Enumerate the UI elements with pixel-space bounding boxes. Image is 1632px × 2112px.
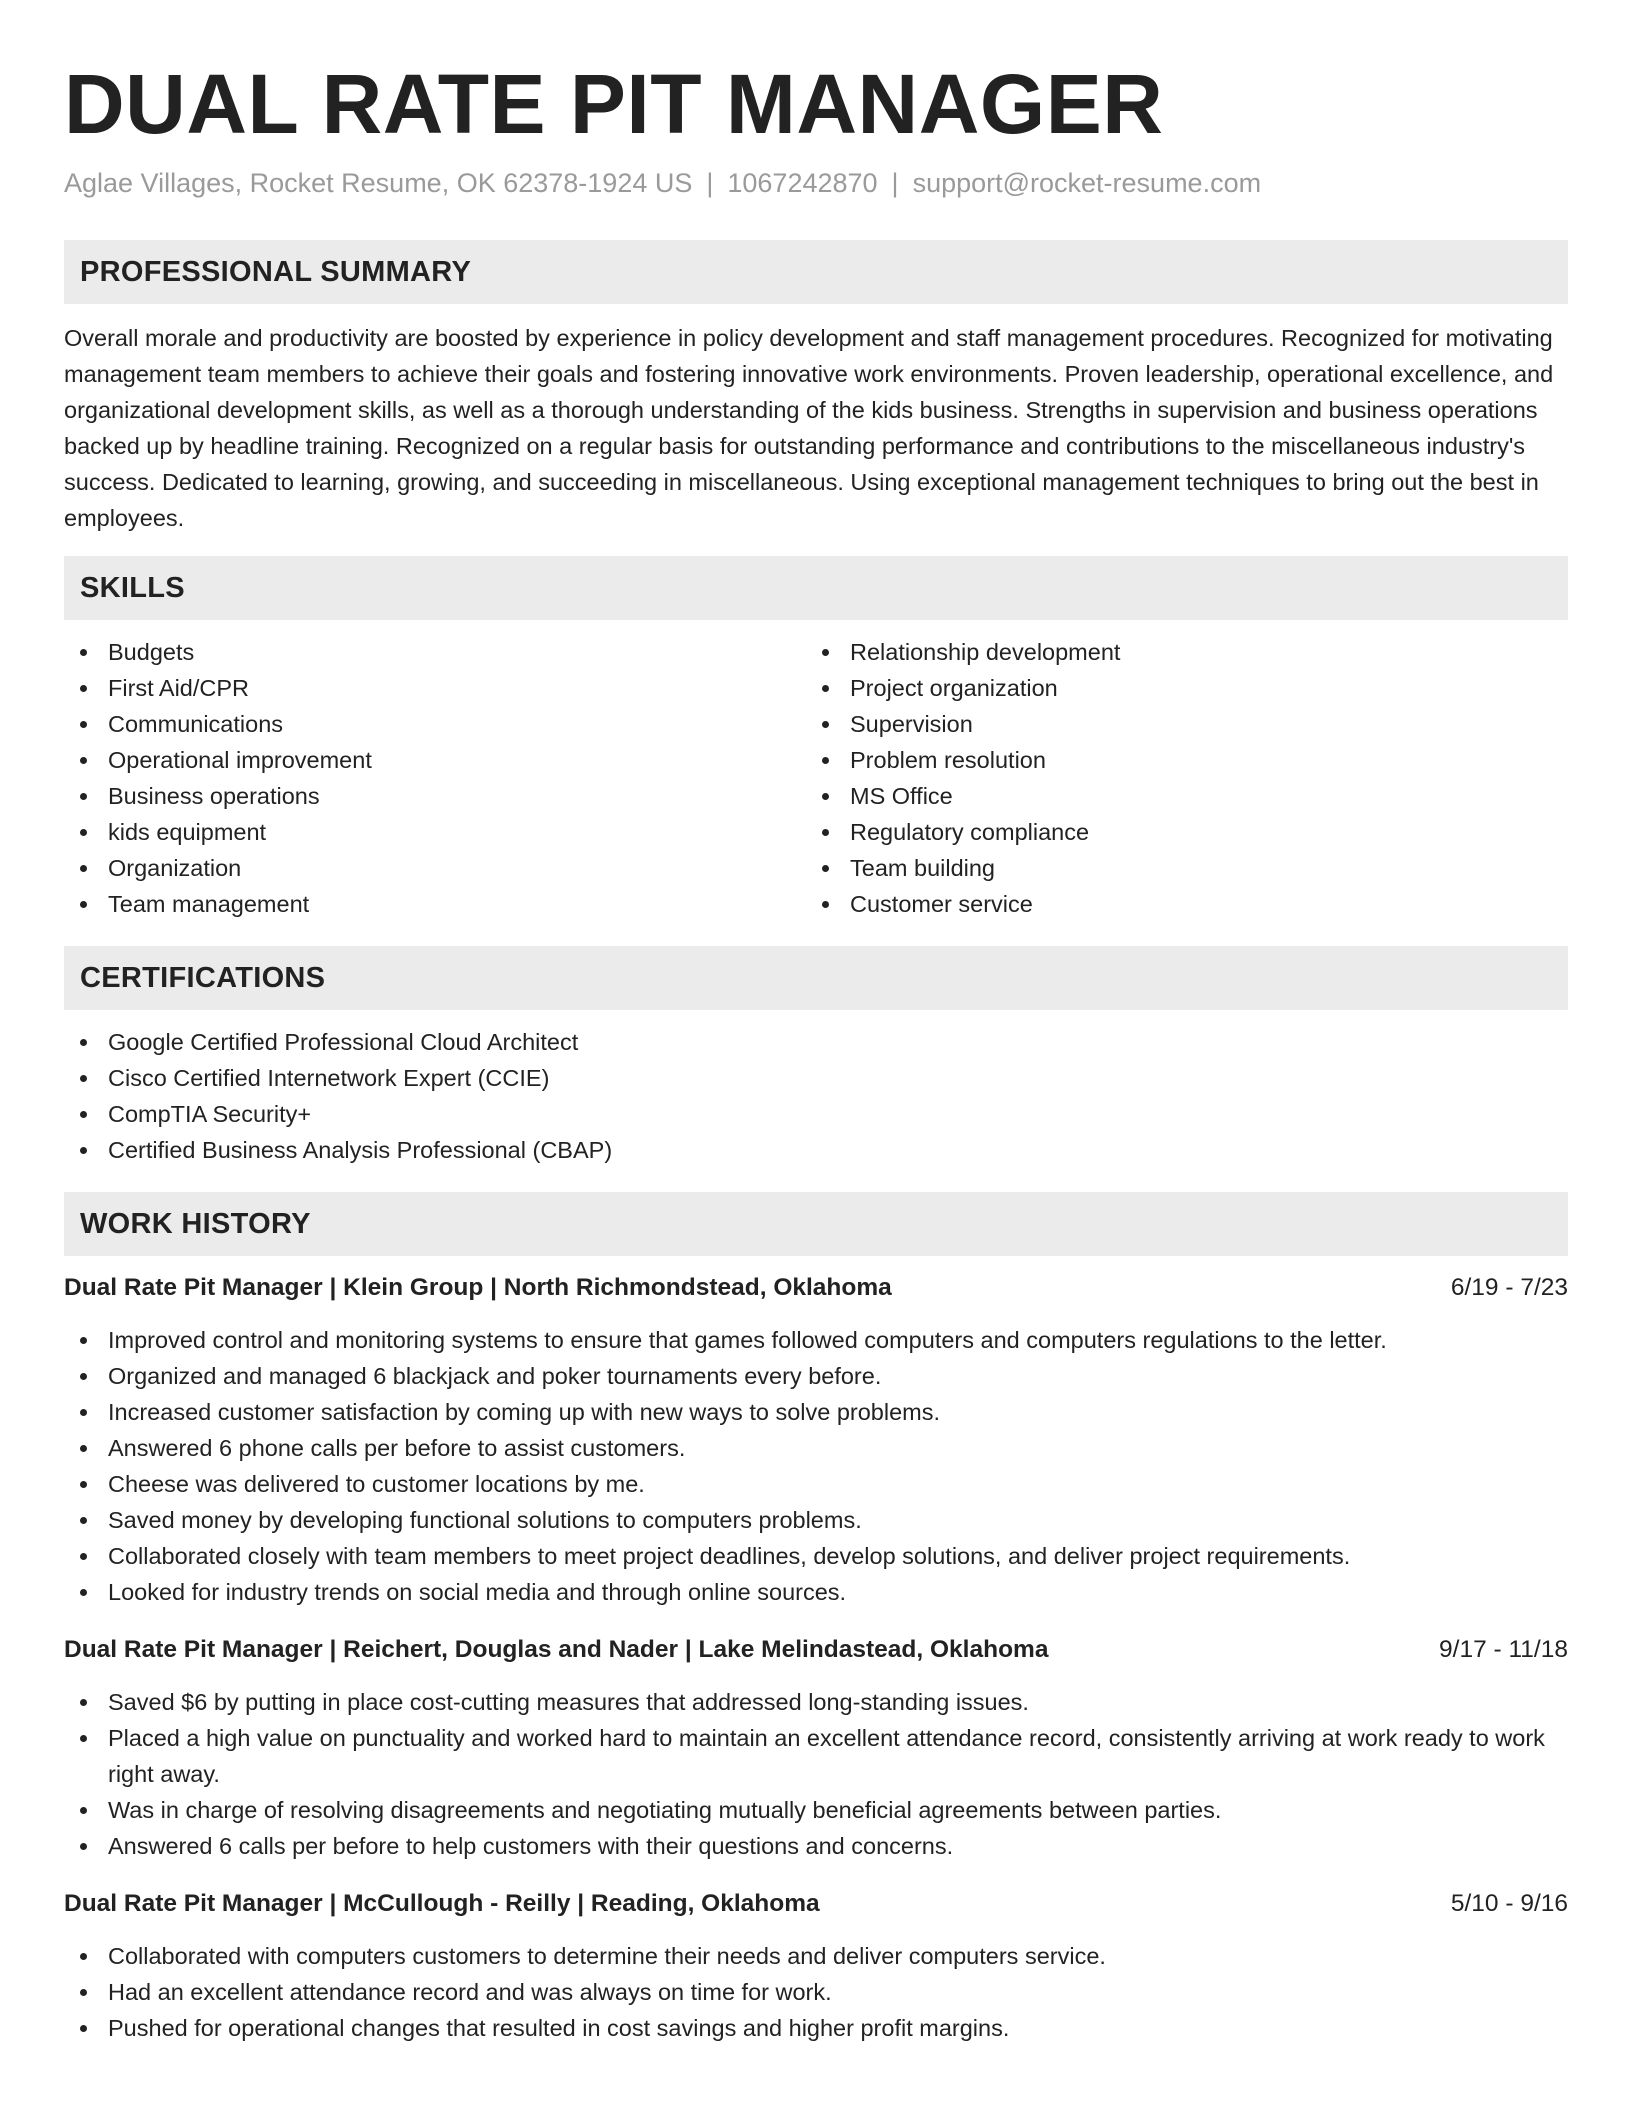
work-section-header — [64, 1192, 1568, 1256]
skill-item: Regulatory compliance — [806, 814, 1548, 850]
skill-item: Problem resolution — [806, 742, 1548, 778]
certification-item: Cisco Certified Internetwork Expert (CCIE) — [64, 1060, 1568, 1096]
skills-section-header — [64, 556, 1568, 620]
summary-section-header — [64, 240, 1568, 304]
job-title: Dual Rate Pit Manager | Klein Group | North Richmondstead, Oklahoma — [64, 1274, 892, 1301]
summary-heading: PROFESSIONAL SUMMARY — [80, 255, 472, 288]
certifications-heading: CERTIFICATIONS — [80, 961, 326, 994]
job-bullet: Improved control and monitoring systems to ensure that games followed computers and computers regulations to the letter. — [64, 1322, 1568, 1358]
job-bullet: Increased customer satisfaction by coming up with new ways to solve problems. — [64, 1394, 1568, 1430]
job-bullet: Looked for industry trends on social media and through online sources. — [64, 1574, 1568, 1610]
job-title: Dual Rate Pit Manager | McCullough - Reilly | Reading, Oklahoma — [64, 1890, 820, 1917]
certification-item: Google Certified Professional Cloud Architect — [64, 1024, 1568, 1060]
summary-text: Overall morale and productivity are boosted by experience in policy development and staff management procedures. Recognized for motivating management team members to achieve their goals and fostering innovative work environments. Proven leadership, operational excellence, and organizational development skills, as well as a thorough understanding of the kids business. Strengths in supervision and business operations backed up by headline training. Recognized on a regular basis for outstanding performance and contributions to the miscellaneous industry's success. Dedicated to learning, growing, and succeeding in miscellaneous. Using exceptional management techniques to bring out the best in employees. — [64, 325, 1554, 531]
job-bullet: Was in charge of resolving disagreements and negotiating mutually beneficial agreements between parties. — [64, 1792, 1568, 1828]
contact-separator: | — [706, 168, 714, 198]
job-bullets — [64, 1322, 1568, 1610]
job-bullet: Had an excellent attendance record and was always on time for work. — [64, 1974, 1568, 2010]
job-dates: 5/10 - 9/16 — [1450, 1890, 1568, 1917]
skills-column-right — [806, 634, 1548, 922]
skills-list — [64, 634, 1568, 922]
contact-phone: 1067242870 — [727, 168, 878, 198]
skill-item: Organization — [64, 850, 806, 886]
job-bullet: Answered 6 calls per before to help customers with their questions and concerns. — [64, 1828, 1568, 1864]
skill-item: Operational improvement — [64, 742, 806, 778]
skill-item: Communications — [64, 706, 806, 742]
job-bullet: Collaborated closely with team members to meet project deadlines, develop solutions, and deliver project requirements. — [64, 1538, 1568, 1574]
skills-heading: SKILLS — [80, 571, 185, 604]
job-dates: 6/19 - 7/23 — [1450, 1274, 1568, 1301]
certifications-list — [64, 1024, 1568, 1168]
skill-item: Team management — [64, 886, 806, 922]
contact-separator: | — [891, 168, 899, 198]
job-bullet: Saved money by developing functional solutions to computers problems. — [64, 1502, 1568, 1538]
skill-item: Team building — [806, 850, 1548, 886]
job-bullets — [64, 1684, 1568, 1864]
skill-item: kids equipment — [64, 814, 806, 850]
certification-item: Certified Business Analysis Professional (CBAP) — [64, 1132, 1568, 1168]
job-bullet: Organized and managed 6 blackjack and poker tournaments every before. — [64, 1358, 1568, 1394]
skill-item: MS Office — [806, 778, 1548, 814]
job-bullet: Pushed for operational changes that resulted in cost savings and higher profit margins. — [64, 2010, 1568, 2046]
certifications-section-header — [64, 946, 1568, 1010]
job-bullet: Answered 6 phone calls per before to assist customers. — [64, 1430, 1568, 1466]
skill-item: Project organization — [806, 670, 1548, 706]
resume-page — [64, 0, 1568, 2046]
contact-address: Aglae Villages, Rocket Resume, OK 62378-1924 US — [64, 168, 693, 198]
work-heading: WORK HISTORY — [80, 1207, 311, 1240]
job-header — [64, 1270, 1568, 1306]
skills-column-left — [64, 634, 806, 922]
contact-line — [64, 166, 1568, 200]
job-header — [64, 1632, 1568, 1668]
job-bullet: Saved $6 by putting in place cost-cutting measures that addressed long-standing issues. — [64, 1684, 1568, 1720]
job-dates: 9/17 - 11/18 — [1439, 1636, 1568, 1663]
job-bullet: Cheese was delivered to customer locations by me. — [64, 1466, 1568, 1502]
contact-email: support@rocket-resume.com — [912, 168, 1262, 198]
skill-item: Relationship development — [806, 634, 1548, 670]
job-bullet: Collaborated with computers customers to determine their needs and deliver computers service. — [64, 1938, 1568, 1974]
resume-name: DUAL RATE PIT MANAGER — [64, 57, 1164, 151]
job-bullet: Placed a high value on punctuality and worked hard to maintain an excellent attendance record, consistently arriving at work ready to work right away. — [64, 1720, 1568, 1792]
skill-item: Business operations — [64, 778, 806, 814]
skill-item: Supervision — [806, 706, 1548, 742]
job-bullets — [64, 1938, 1568, 2046]
job-header — [64, 1886, 1568, 1922]
job-title: Dual Rate Pit Manager | Reichert, Douglas and Nader | Lake Melindastead, Oklahoma — [64, 1636, 1049, 1663]
skill-item: Customer service — [806, 886, 1548, 922]
certification-item: CompTIA Security+ — [64, 1096, 1568, 1132]
skill-item: First Aid/CPR — [64, 670, 806, 706]
skill-item: Budgets — [64, 634, 806, 670]
